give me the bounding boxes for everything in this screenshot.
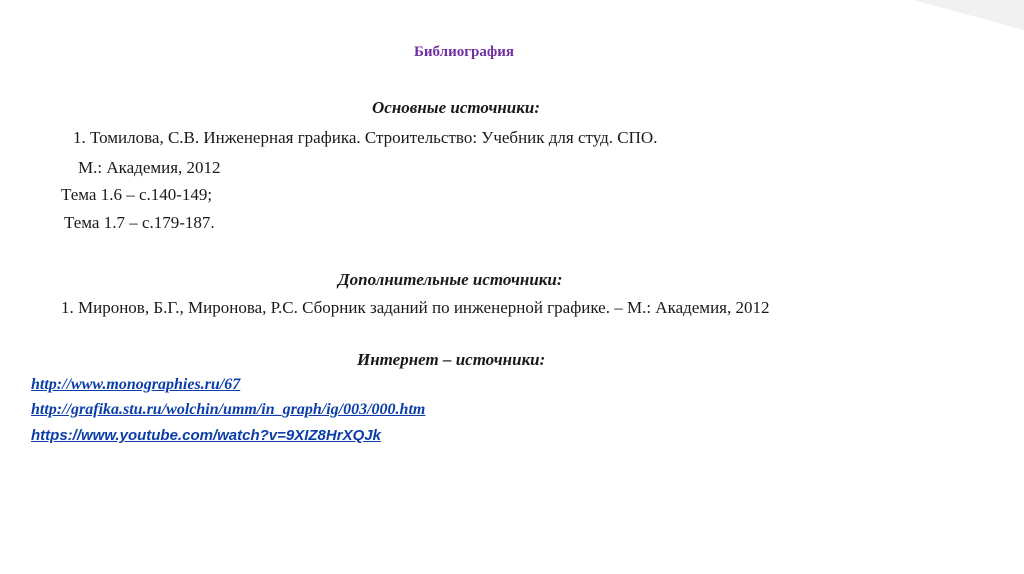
link-monographies[interactable]: http://www.monographies.ru/67 <box>31 376 241 393</box>
main-sources-heading: Основные источники: <box>372 98 540 117</box>
link-youtube[interactable]: https://www.youtube.com/watch?v=9XIZ8HrXQJk <box>31 427 381 444</box>
page-title: Библиография <box>413 44 515 60</box>
main-source-line-1: 1. Томилова, С.В. Инженерная графика. Строительство: Учебник для студ. СПО. <box>73 128 658 147</box>
additional-source-line-1: 1. Миронов, Б.Г., Миронова, Р.С. Сборник заданий по инженерной графике. – М.: Академия, 2012 <box>61 298 770 317</box>
link-grafika[interactable]: http://grafika.stu.ru/wolchin/umm/in_graph/ig/003/000.htm <box>31 401 426 418</box>
additional-sources-heading: Дополнительные источники: <box>338 270 563 289</box>
main-source-line-2: М.: Академия, 2012 <box>78 158 221 177</box>
corner-decoration <box>914 0 1024 30</box>
main-source-line-4: Тема 1.7 – с.179-187. <box>64 213 215 232</box>
main-source-line-3: Тема 1.6 – с.140-149; <box>61 185 213 204</box>
internet-sources-heading: Интернет – источники: <box>357 350 546 369</box>
